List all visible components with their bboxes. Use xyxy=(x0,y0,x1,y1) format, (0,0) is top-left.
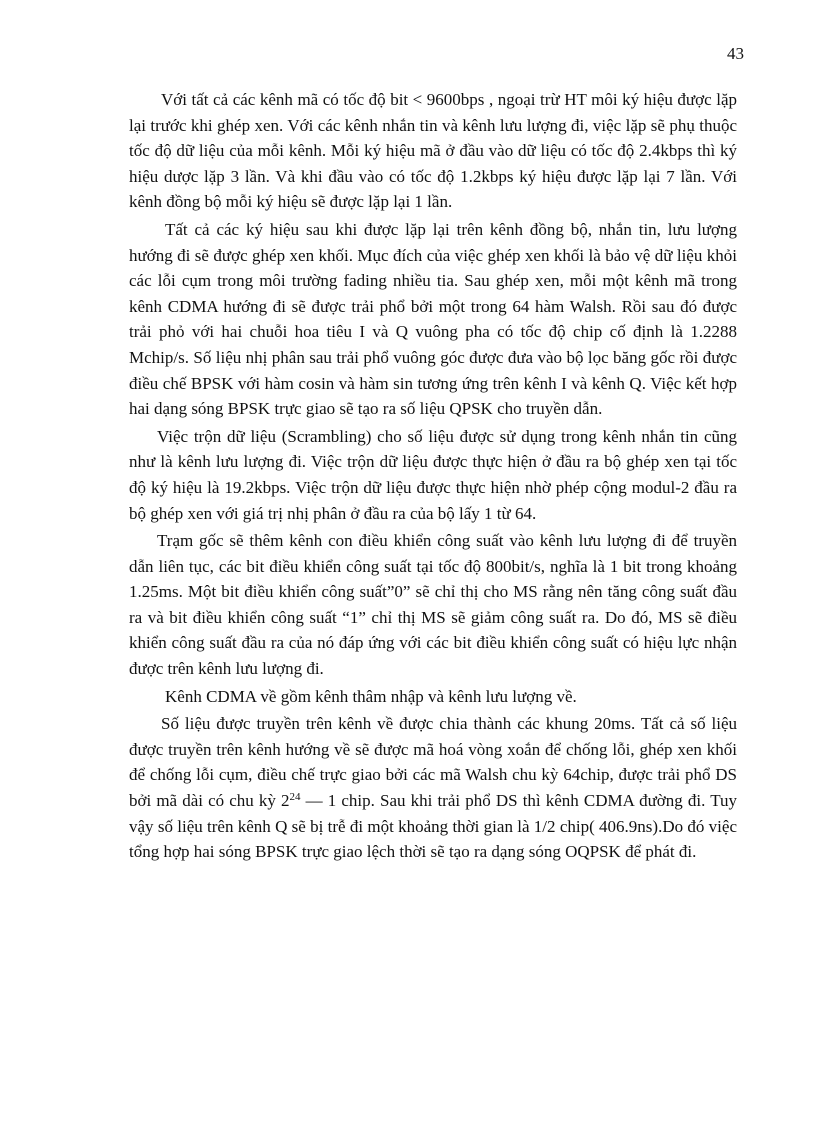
paragraph-block-interleaving: Tất cả các ký hiệu sau khi được lặp lại trên kênh đồng bộ, nhắn tin, lưu lượng hướng đi sẽ được ghép xen khối. Mục đích của việc ghép xen khối là bảo vệ dữ liệu khỏi các lỗi cụm trong môi trường fading nhiều tia. Sau ghép xen, mỗi một kênh mã trong kênh CDMA hướng đi sẽ được trải phổ bởi một trong 64 hàm Walsh. Rồi sau đó được trải phỏ với hai chuỗi hoa tiêu I và Q vuông pha có tốc độ chip cố định là 1.2288 Mchip/s. Số liệu nhị phân sau trải phổ vuông góc được đưa vào bộ lọc băng gốc rồi được điều chế BPSK với hàm cosin và hàm sin tương ứng trên kênh I và kênh Q. Việc kết hợp hai dạng sóng BPSK trực giao sẽ tạo ra số liệu QPSK cho truyền dẫn. xyxy=(129,219,737,419)
body-text xyxy=(129,87,737,867)
paragraph-scrambling: Việc trộn dữ liệu (Scrambling) cho số liệu được sử dụng trong kênh nhắn tin cũng như là kênh lưu lượng đi. Việc trộn dữ liệu được thực hiện ở đầu ra bộ ghép xen tại tốc độ ký hiệu là 19.2kbps. Việc trộn dữ liệu được thực hiện nhờ phép cộng modul-2 đầu ra bộ ghép xen với giá trị nhị phân ở đầu ra của bộ lấy 1 từ 64. xyxy=(129,426,737,523)
paragraph-power-control: Trạm gốc sẽ thêm kênh con điều khiển công suất vào kênh lưu lượng đi để truyền dẫn liên tục, các bit điều khiển công suất tại tốc độ 800bit/s, nghĩa là 1 bit trong khoảng 1.25ms. Một bit điều khiển công suất”0” sẽ chỉ thị cho MS rằng nên tăng công suất đầu ra và bit điều khiển công suất “1” chỉ thị MS sẽ giảm công suất ra. Do đó, MS sẽ điều khiển công suất đầu ra của nó đáp ứng với các bit điều khiển công suất có hiệu lực nhận được trên kênh lưu lượng đi. xyxy=(129,531,737,679)
paragraph-reverse-frames-text-after: — 1 chip. Sau khi trải phổ DS thì kênh CDMA đường đi. Tuy vậy số liệu trên kênh Q sẽ bị trễ đi một khoảng thời gian là 1/2 chip( 406.9ns).Do đó việc tổng hợp hai sóng BPSK trực giao lệch thời sẽ tạo ra dạng sóng OQPSK để phát đi. xyxy=(129,791,737,862)
paragraph-reverse-frames xyxy=(129,711,737,865)
page-number: 43 xyxy=(727,44,744,63)
exponent-superscript: 24 xyxy=(289,791,301,804)
paragraph-symbol-repetition: Với tất cả các kênh mã có tốc độ bit < 9600bps , ngoại trừ HT môi ký hiệu được lặp lại trước khi ghép xen. Với các kênh nhắn tin và kênh lưu lượng đi, việc lặp sẽ phụ thuộc tốc độ dữ liệu của mỗi kênh. Mỗi ký hiệu mã ở đầu vào dữ liệu có tốc độ 2.4kbps thì ký hiệu dược lặp 3 lần. Và khi đầu vào có tốc độ 1.2kbps ký hiệu được lặp lại 7 lần. Với kênh đồng bộ mỗi ký hiệu sẽ được lặp lại 1 lần. xyxy=(129,90,737,212)
paragraph-reverse-frames-text-before: Số liệu được truyền trên kênh về được chia thành các khung 20ms. Tất cả số liệu được truyền trên kênh hướng về sẽ được mã hoá vòng xoắn để chống lỗi, ghép xen khối để chống lỗi cụm, điều chế trực giao bởi các mã Walsh chu kỳ 64chip, được trải phổ DS bởi mã dài có chu kỳ 2 xyxy=(129,714,737,811)
paragraph-reverse-channel: Kênh CDMA về gồm kênh thâm nhập và kênh lưu lượng về. xyxy=(165,686,577,706)
